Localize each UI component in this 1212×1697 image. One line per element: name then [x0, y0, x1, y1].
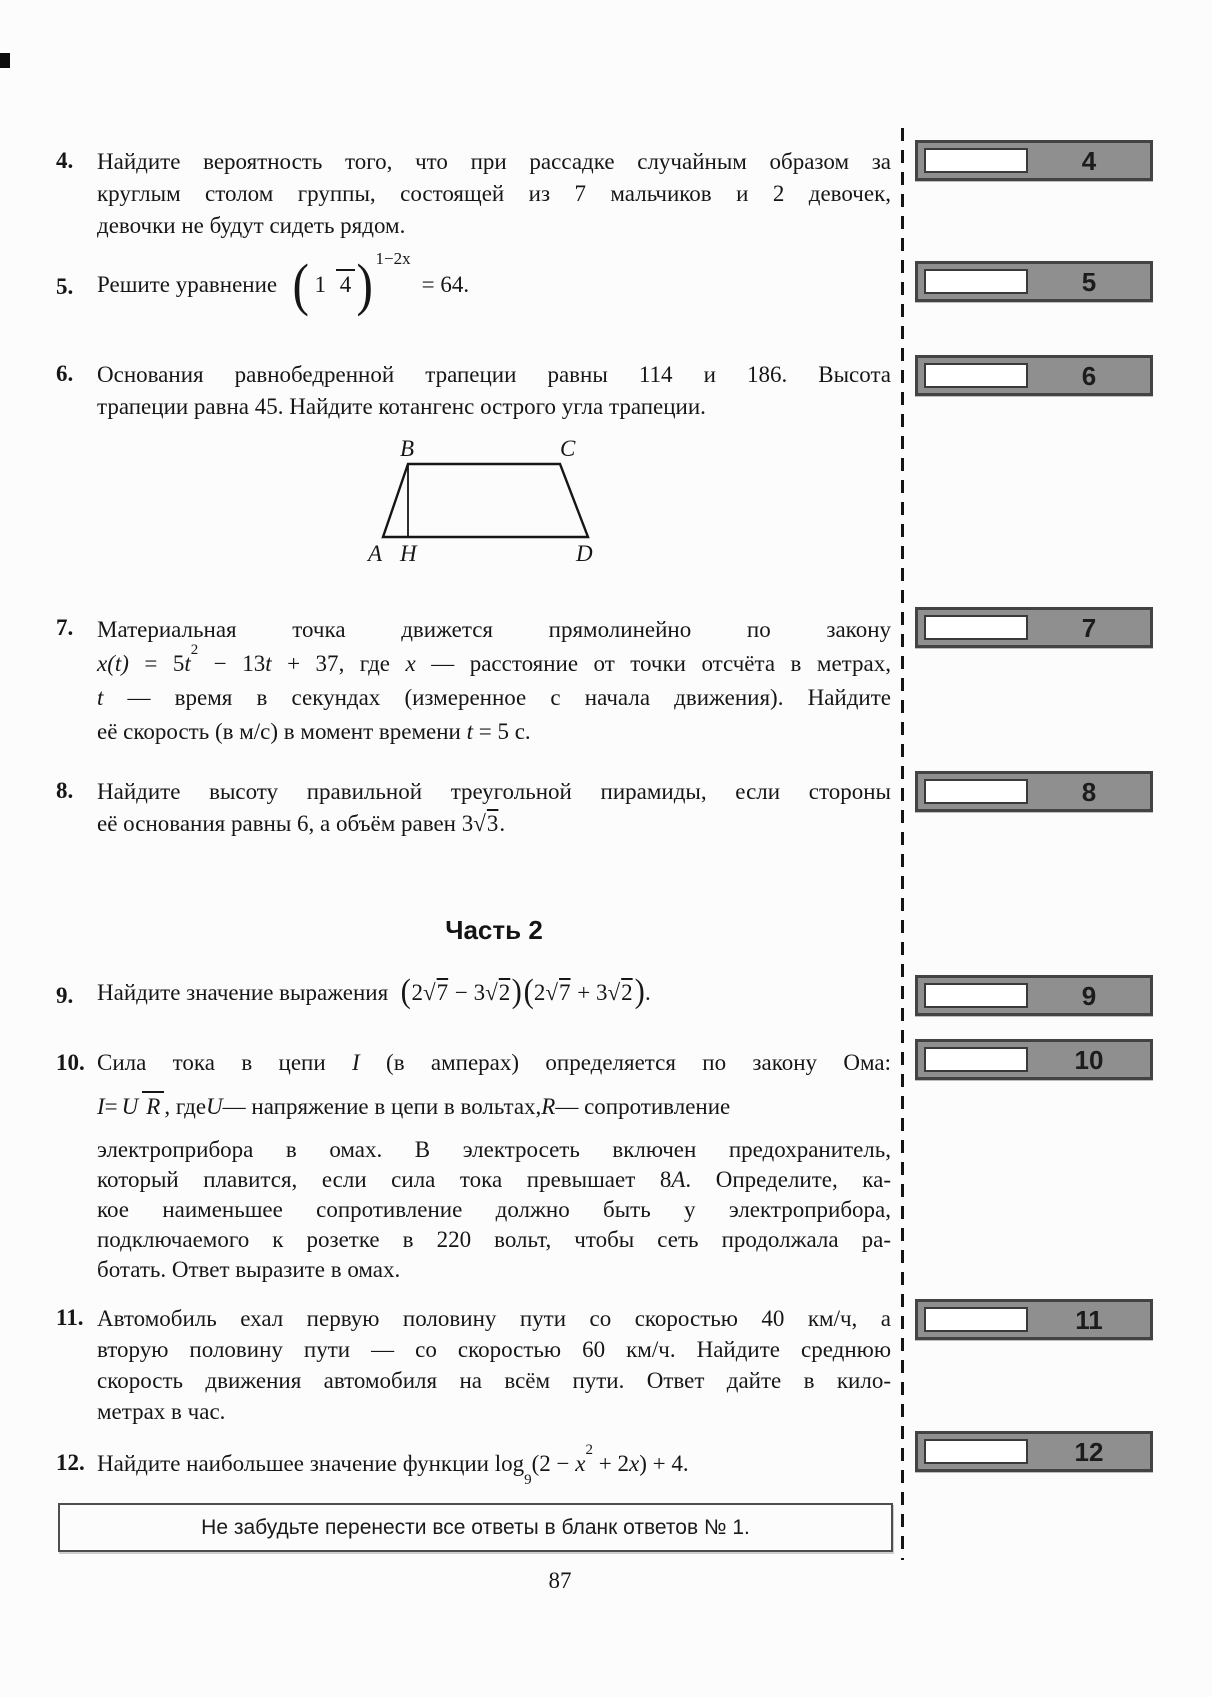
problem-11-line-3: скорость движения автомобиля на всём пути. Ответ дайте в кило-	[97, 1368, 891, 1393]
text-segment: . Определите, ка-	[685, 1167, 891, 1192]
problem-6-number: 6.	[56, 361, 74, 386]
var-x: x	[628, 1451, 640, 1476]
figure-label-c: C	[560, 436, 576, 461]
formula-var-t: t	[265, 651, 272, 676]
problem-11-line-4: метрах в час.	[97, 1399, 226, 1424]
var-r: R	[146, 1093, 161, 1119]
answer-box-11-label: 11	[1075, 1304, 1103, 1335]
problem-11-number: 11.	[56, 1305, 84, 1330]
problem-12-line-1	[97, 1442, 891, 1488]
formula-part: (2 −	[531, 1451, 576, 1476]
scan-artifact	[0, 53, 10, 68]
problem-6-line-2: трапеции равна 45. Найдите котангенс острого угла трапеции.	[97, 394, 706, 419]
formula-var-t: t	[184, 651, 191, 676]
text-segment: (в амперах) определяется по закону Ома:	[359, 1050, 891, 1075]
answer-sheet-reminder	[58, 1503, 893, 1552]
problem-11-line-1: Автомобиль ехал первую половину пути со скоростью 40 км/ч, а	[97, 1306, 891, 1331]
fraction-one-fourth	[310, 273, 355, 297]
problem-10-line-3: электроприбора в омах. В электросеть включен предохранитель,	[97, 1137, 891, 1162]
radical-2	[485, 980, 511, 1005]
radical-7	[545, 980, 571, 1005]
radicand: 2	[498, 980, 511, 1005]
answer-box-4	[915, 140, 1153, 181]
problem-12-text	[97, 1442, 891, 1488]
problem-8-line-2	[97, 808, 891, 840]
problem-12-number: 12.	[56, 1450, 85, 1475]
answer-box-7	[915, 607, 1153, 648]
problem-10-text	[97, 1048, 891, 1285]
radicand: 3	[486, 811, 499, 836]
answer-box-12-label: 12	[1074, 1436, 1104, 1467]
problem-4-text	[97, 146, 891, 242]
formula-exponent: 2	[190, 642, 199, 659]
var-u: U	[121, 1093, 139, 1119]
formula-xt: x(t)	[97, 651, 129, 676]
formula-part: + 2	[593, 1451, 629, 1476]
text-segment: её скорость (в м/с) в момент времени	[97, 719, 467, 744]
answer-box-5	[915, 261, 1153, 302]
radical-3	[473, 811, 499, 836]
problem-10-line-1	[97, 1048, 891, 1078]
figure-label-d: D	[576, 541, 593, 566]
problem-5-text: Решите уравнение ( 1 4 ) 1−2x = 64.	[97, 248, 891, 322]
answer-box-9-label: 9	[1081, 980, 1097, 1011]
answer-field-4[interactable]	[924, 148, 1028, 173]
var-x: x	[405, 651, 416, 676]
text-segment: Сила тока в цепи	[97, 1050, 353, 1075]
figure-label-a: A	[368, 541, 383, 566]
answer-field-12[interactable]	[924, 1439, 1028, 1464]
answer-field-8[interactable]	[924, 779, 1028, 804]
problem-7-line-1: Материальная точка движется прямолинейно по закону	[97, 617, 891, 642]
answer-field-7[interactable]	[924, 615, 1028, 640]
figure-label-h: H	[400, 541, 417, 566]
part-2-heading: Часть 2	[445, 915, 543, 945]
answer-field-9[interactable]	[924, 983, 1028, 1008]
answer-field-6[interactable]	[924, 363, 1028, 388]
dashed-separator-line	[901, 128, 904, 1560]
text-segment: который плавится, если сила тока превышает 8	[97, 1167, 672, 1192]
problem-4-line-2: круглым столом группы, состоящей из 7 мальчиков и 2 девочек,	[97, 181, 891, 206]
answer-field-5[interactable]	[924, 269, 1028, 294]
problem-12-lead: Найдите наибольшее значение функции	[97, 1451, 495, 1476]
var-x: x	[575, 1451, 586, 1476]
radicand: 7	[436, 980, 449, 1005]
problem-7-line-4	[97, 715, 891, 749]
problem-10-number: 10.	[56, 1050, 85, 1075]
answer-box-6	[915, 355, 1153, 396]
var-t: t	[466, 719, 473, 744]
problem-10-line-7: ботать. Ответ выразите в омах.	[97, 1257, 401, 1282]
reminder-text: Не забудьте перенести все ответы в бланк ответов № 1.	[201, 1515, 750, 1539]
figure-label-b: B	[400, 436, 415, 461]
radical-2	[608, 980, 634, 1005]
radical-sign: √	[423, 980, 436, 1005]
problem-10-line-5: кое наименьшее сопротивление должно быть у электроприбора,	[97, 1197, 891, 1222]
text-segment: , где	[338, 651, 406, 676]
answer-field-10[interactable]	[924, 1047, 1028, 1072]
problem-9-number: 9.	[56, 983, 74, 1008]
radical-sign: √	[473, 811, 486, 836]
problem-5-number: 5.	[56, 274, 74, 299]
coefficient: 2	[533, 980, 546, 1005]
problem-8-line-1: Найдите высоту правильной треугольной пирамиды, если стороны	[97, 779, 891, 804]
radical-7	[423, 980, 449, 1005]
radical-sign: √	[545, 980, 559, 1005]
problem-4-line-1: Найдите вероятность того, что при рассадке случайным образом за	[97, 149, 891, 174]
formula-exponent: 2	[585, 1442, 593, 1459]
fraction-u-over-r	[118, 1095, 165, 1119]
problem-11-line-2: вторую половину пути — со скоростью 60 км/ч. Найдите среднюю	[97, 1337, 891, 1362]
problem-8-number: 8.	[56, 778, 74, 803]
equals-sign: =	[104, 1094, 118, 1119]
radicand: 7	[559, 980, 571, 1005]
problem-7-line-3	[97, 681, 891, 715]
text-segment: её основания равны 6, а объём равен 3	[97, 811, 474, 836]
equation-rhs: = 64.	[421, 272, 470, 297]
problem-5-lead: Решите уравнение	[97, 272, 278, 297]
formula-part: ) + 4.	[639, 1451, 689, 1476]
text-segment: — время в секундах (измеренное с начала движения). Найдите	[103, 685, 891, 710]
log-symbol: log	[494, 1451, 525, 1476]
fraction-denominator: 4	[336, 269, 356, 297]
coefficient: 2	[411, 980, 424, 1005]
answer-box-10-label: 10	[1074, 1044, 1104, 1075]
text-segment: — расстояние от точки отсчёта в метрах,	[415, 651, 891, 676]
answer-box-7-label: 7	[1081, 612, 1097, 643]
problem-4-number: 4.	[56, 148, 74, 173]
formula-part: = 5	[128, 651, 185, 676]
var-u: U	[206, 1094, 223, 1119]
var-r: R	[541, 1094, 556, 1119]
problem-7-line-2	[97, 642, 891, 681]
problem-4-line-3: девочки не будут сидеть рядом.	[97, 213, 406, 238]
answer-box-11	[915, 1299, 1153, 1340]
answer-box-9	[915, 975, 1153, 1016]
page-number: 87	[548, 1568, 572, 1593]
trapezoid-figure	[348, 434, 606, 566]
log-base: 9	[524, 1471, 532, 1488]
text-segment: .	[644, 980, 651, 1005]
answer-field-11[interactable]	[924, 1307, 1028, 1332]
answer-box-4-label: 4	[1081, 145, 1097, 176]
problem-11-text	[97, 1303, 891, 1427]
problem-7-text	[97, 613, 891, 749]
var-i: I	[97, 1094, 105, 1119]
var-t: t	[97, 685, 104, 710]
answer-box-8-label: 8	[1081, 776, 1097, 807]
trapezoid-outline	[383, 464, 588, 537]
answer-box-5-label: 5	[1081, 266, 1097, 297]
problem-10-line-6: подключаемого к розетке в 220 вольт, чтобы сеть продолжала ра-	[97, 1227, 891, 1252]
var-i: I	[352, 1050, 360, 1075]
formula-part: + 37	[271, 651, 339, 676]
text-segment: , где	[164, 1094, 207, 1119]
var-a: А	[671, 1167, 686, 1192]
answer-box-12	[915, 1431, 1153, 1472]
problem-6-text	[97, 359, 891, 423]
text-segment: .	[499, 811, 506, 836]
answer-box-8	[915, 771, 1153, 812]
problem-9-text	[97, 968, 891, 1018]
radicand: 2	[621, 980, 633, 1005]
radical-sign: √	[607, 980, 621, 1005]
answer-box-6-label: 6	[1081, 360, 1097, 391]
answer-box-10	[915, 1039, 1153, 1080]
operator: + 3	[571, 980, 608, 1005]
problem-6-line-1: Основания равнобедренной трапеции равны 114 и 186. Высота	[97, 362, 891, 387]
radical-sign: √	[485, 980, 498, 1005]
operator: − 3	[449, 980, 486, 1005]
text-segment: — сопротивление	[555, 1094, 731, 1119]
fraction-numerator: 1	[314, 271, 326, 297]
problem-9-lead: Найдите значение выражения	[97, 980, 389, 1005]
problem-10-line-4	[97, 1165, 891, 1195]
problem-7-number: 7.	[56, 615, 74, 640]
exponent: 1−2x	[375, 249, 411, 268]
problem-9-expression: (2√7 − 3√2)(2√7 + 3√2).	[400, 973, 651, 1010]
problem-8-text	[97, 776, 891, 840]
formula-part: − 13	[198, 651, 266, 676]
text-segment: = 5 с.	[472, 719, 531, 744]
problem-10-line-2	[97, 1080, 891, 1134]
text-segment: — напряжение в цепи в вольтах,	[222, 1094, 542, 1119]
